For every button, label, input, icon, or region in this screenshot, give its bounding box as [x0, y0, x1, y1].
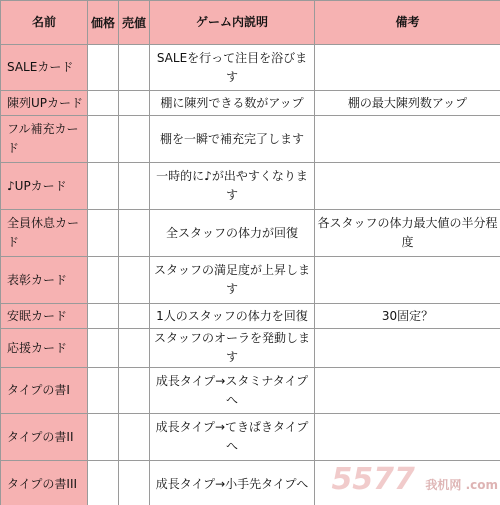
card-name: タイプの書II: [1, 414, 88, 461]
card-description: 成長タイプ→小手先タイプへ: [150, 461, 315, 505]
card-sell: [119, 304, 150, 329]
table-row: [1, 257, 500, 304]
card-description: 成長タイプ→てきぱきタイプへ: [150, 414, 315, 461]
card-notes: 棚の最大陳列数アップ: [315, 91, 500, 116]
card-name: 陳列UPカード: [1, 91, 88, 116]
card-sell: [119, 163, 150, 210]
card-sell: [119, 210, 150, 257]
header-notes: 備考: [315, 1, 500, 45]
card-notes: [315, 461, 500, 505]
card-notes: 各スタッフの体力最大値の半分程度: [315, 210, 500, 257]
card-description: 棚を一瞬で補充完了します: [150, 116, 315, 163]
header-name: 名前: [1, 1, 88, 45]
card-price: [88, 414, 119, 461]
header-sell: 売値: [119, 1, 150, 45]
card-price: [88, 163, 119, 210]
card-price: [88, 257, 119, 304]
header-row: [1, 1, 500, 45]
card-sell: [119, 116, 150, 163]
card-price: [88, 210, 119, 257]
card-notes: [315, 329, 500, 368]
table-row: [1, 304, 500, 329]
card-notes: [315, 257, 500, 304]
watermark-text: 5577: [331, 462, 415, 497]
card-description: 全スタッフの体力が回復: [150, 210, 315, 257]
table-body: [1, 45, 500, 505]
card-sell: [119, 329, 150, 368]
card-notes: [315, 45, 500, 91]
card-price: [88, 91, 119, 116]
card-name: 安眠カード: [1, 304, 88, 329]
card-sell: [119, 368, 150, 414]
card-description: スタッフのオーラを発動します: [150, 329, 315, 368]
card-sell: [119, 257, 150, 304]
table-row: [1, 45, 500, 91]
card-sell: [119, 45, 150, 91]
watermark-sub: 我机网 .com: [425, 478, 498, 492]
table-row: [1, 461, 500, 505]
card-description: 1人のスタッフの体力を回復: [150, 304, 315, 329]
card-notes: 30固定？: [315, 304, 500, 329]
card-description: 一時的に♪が出やすくなります: [150, 163, 315, 210]
header-price: 価格: [88, 1, 119, 45]
card-price: [88, 368, 119, 414]
card-name: タイプの書I: [1, 368, 88, 414]
card-name: SALEカード: [1, 45, 88, 91]
card-sell: [119, 91, 150, 116]
card-description: 棚に陳列できる数がアップ: [150, 91, 315, 116]
card-price: [88, 116, 119, 163]
card-name: ♪UPカード: [1, 163, 88, 210]
card-notes: [315, 163, 500, 210]
card-price: [88, 304, 119, 329]
table-row: [1, 329, 500, 368]
table-row: [1, 210, 500, 257]
table-row: [1, 414, 500, 461]
card-notes: [315, 368, 500, 414]
header-description: ゲーム内説明: [150, 1, 315, 45]
card-name: 全員休息カード: [1, 210, 88, 257]
card-price: [88, 329, 119, 368]
table-row: [1, 91, 500, 116]
card-price: [88, 461, 119, 505]
card-sell: [119, 414, 150, 461]
card-notes: [315, 414, 500, 461]
table-row: [1, 368, 500, 414]
card-name: フル補充カード: [1, 116, 88, 163]
card-price: [88, 45, 119, 91]
table-row: [1, 116, 500, 163]
card-name: 表彰カード: [1, 257, 88, 304]
table-row: [1, 163, 500, 210]
card-name: タイプの書III: [1, 461, 88, 505]
card-notes: [315, 116, 500, 163]
card-sell: [119, 461, 150, 505]
card-description: スタッフの満足度が上昇します: [150, 257, 315, 304]
card-description: 成長タイプ→スタミナタイプへ: [150, 368, 315, 414]
card-description: SALEを行って注目を浴びます: [150, 45, 315, 91]
card-name: 応援カード: [1, 329, 88, 368]
